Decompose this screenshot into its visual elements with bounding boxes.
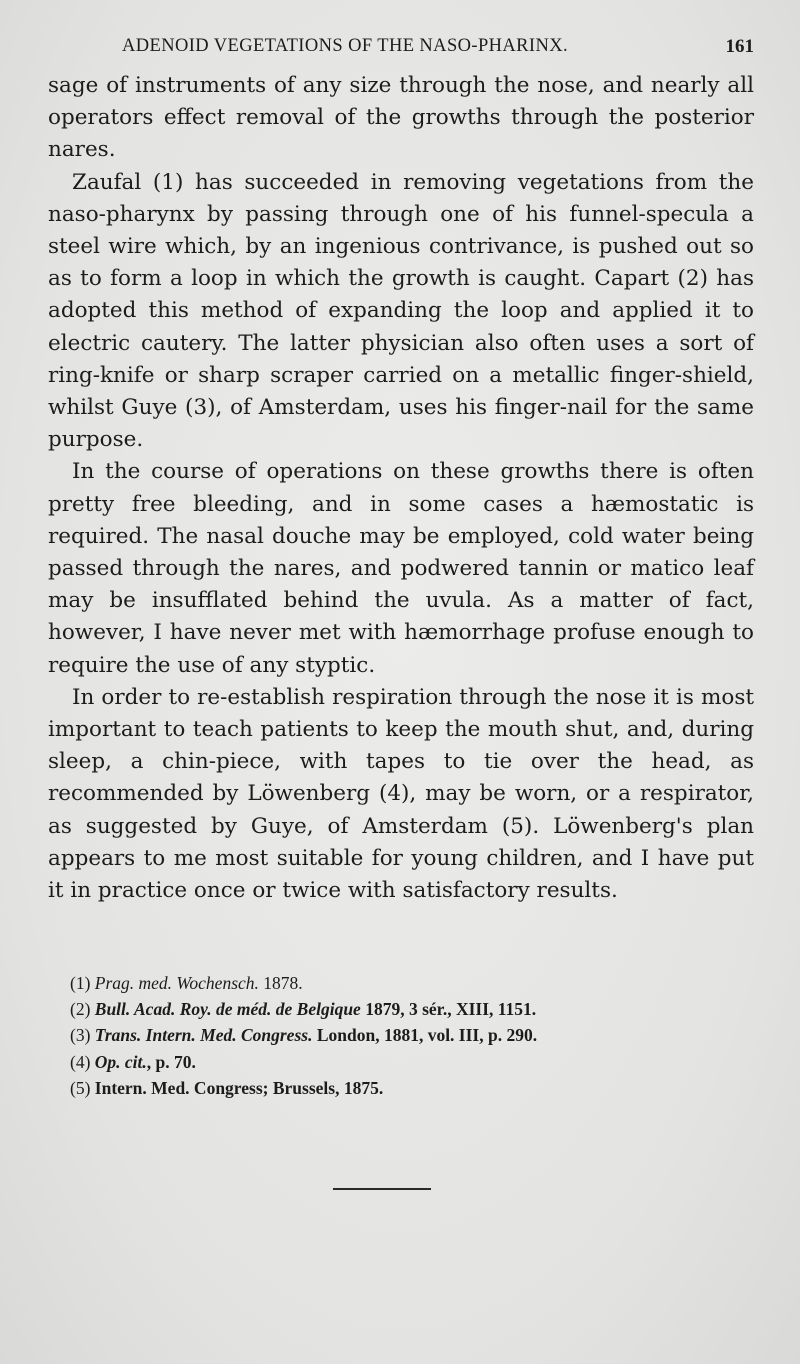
footnote-number: (2) xyxy=(70,999,91,1020)
footnote-1 xyxy=(70,970,760,996)
footnote-title: Bull. Acad. Roy. de méd. de Belgique xyxy=(94,999,361,1020)
body-text xyxy=(48,70,754,907)
footnote-number: (3) xyxy=(70,1025,91,1046)
footnote-number: (5) xyxy=(70,1077,91,1098)
paragraph-2: Zaufal (1) has succeeded in removing vegetations from the naso-pharynx by passing through one of his funnel-specula a steel wire which, by an ingenious contrivance, is pushed out so as to form a loop in which the growth is caught. Capart (2) has adopted this method of expanding the loop and applied it to electric cautery. The latter physician also often uses a sort of ring-knife or sharp scraper carried on a metallic finger-shield, whilst Guye (3), of Amsterdam, uses his finger-nail for the same purpose. xyxy=(48,169,754,453)
footnote-5 xyxy=(70,1075,760,1101)
footnote-detail: London, 1881, vol. III, p. 290. xyxy=(316,1025,538,1046)
paragraph-3: In the course of operations on these growths there is often pretty free bleeding, and in some cases a hæmostatic is required. The nasal douche may be employed, cold water being passed through the nares, and podwered tannin or matico leaf may be insufflated behind the uvula. As a matter of fact, however, I have never met with hæmorrhage profuse enough to require the use of any styptic. xyxy=(48,459,754,678)
closing-rule xyxy=(333,1188,431,1190)
page-header xyxy=(60,36,754,66)
footnote-2 xyxy=(70,996,760,1022)
footnote-detail: 1878. xyxy=(263,973,303,993)
footnote-title: Prag. med. Wochensch. xyxy=(94,973,259,993)
footnote-title: Op. cit. xyxy=(94,1051,147,1072)
footnote-number: (1) xyxy=(70,973,91,993)
paragraph-4: In order to re-establish respiration through the nose it is most important to teach patients to keep the mouth shut, and, during sleep, a chin-piece, with tapes to tie over the head, as recommended by Löwenberg (4), may be worn, or a respirator, as suggested by Guye, of Amsterdam (5). Löwenberg's plan appears to me most suitable for young children, and I have put it in practice once or twice with satisfactory results. xyxy=(48,684,754,904)
footnote-3 xyxy=(70,1022,760,1048)
footnote-detail: 1879, 3 sér., XIII, 1151. xyxy=(365,999,537,1020)
footnotes xyxy=(70,970,760,1101)
footnote-detail: Intern. Med. Congress; Brussels, 1875. xyxy=(94,1077,384,1098)
footnote-4 xyxy=(70,1049,760,1075)
page-number: 161 xyxy=(725,36,754,57)
running-head: ADENOID VEGETATIONS OF THE NASO-PHARINX. xyxy=(122,36,569,56)
paragraph-1: sage of instruments of any size through the nose, and nearly all operators effect removal of the growths through the posterior nares. xyxy=(48,73,754,163)
footnote-number: (4) xyxy=(70,1051,91,1072)
footnote-title: Trans. Intern. Med. Congress. xyxy=(94,1025,313,1046)
footnote-detail: , p. 70. xyxy=(146,1051,196,1072)
